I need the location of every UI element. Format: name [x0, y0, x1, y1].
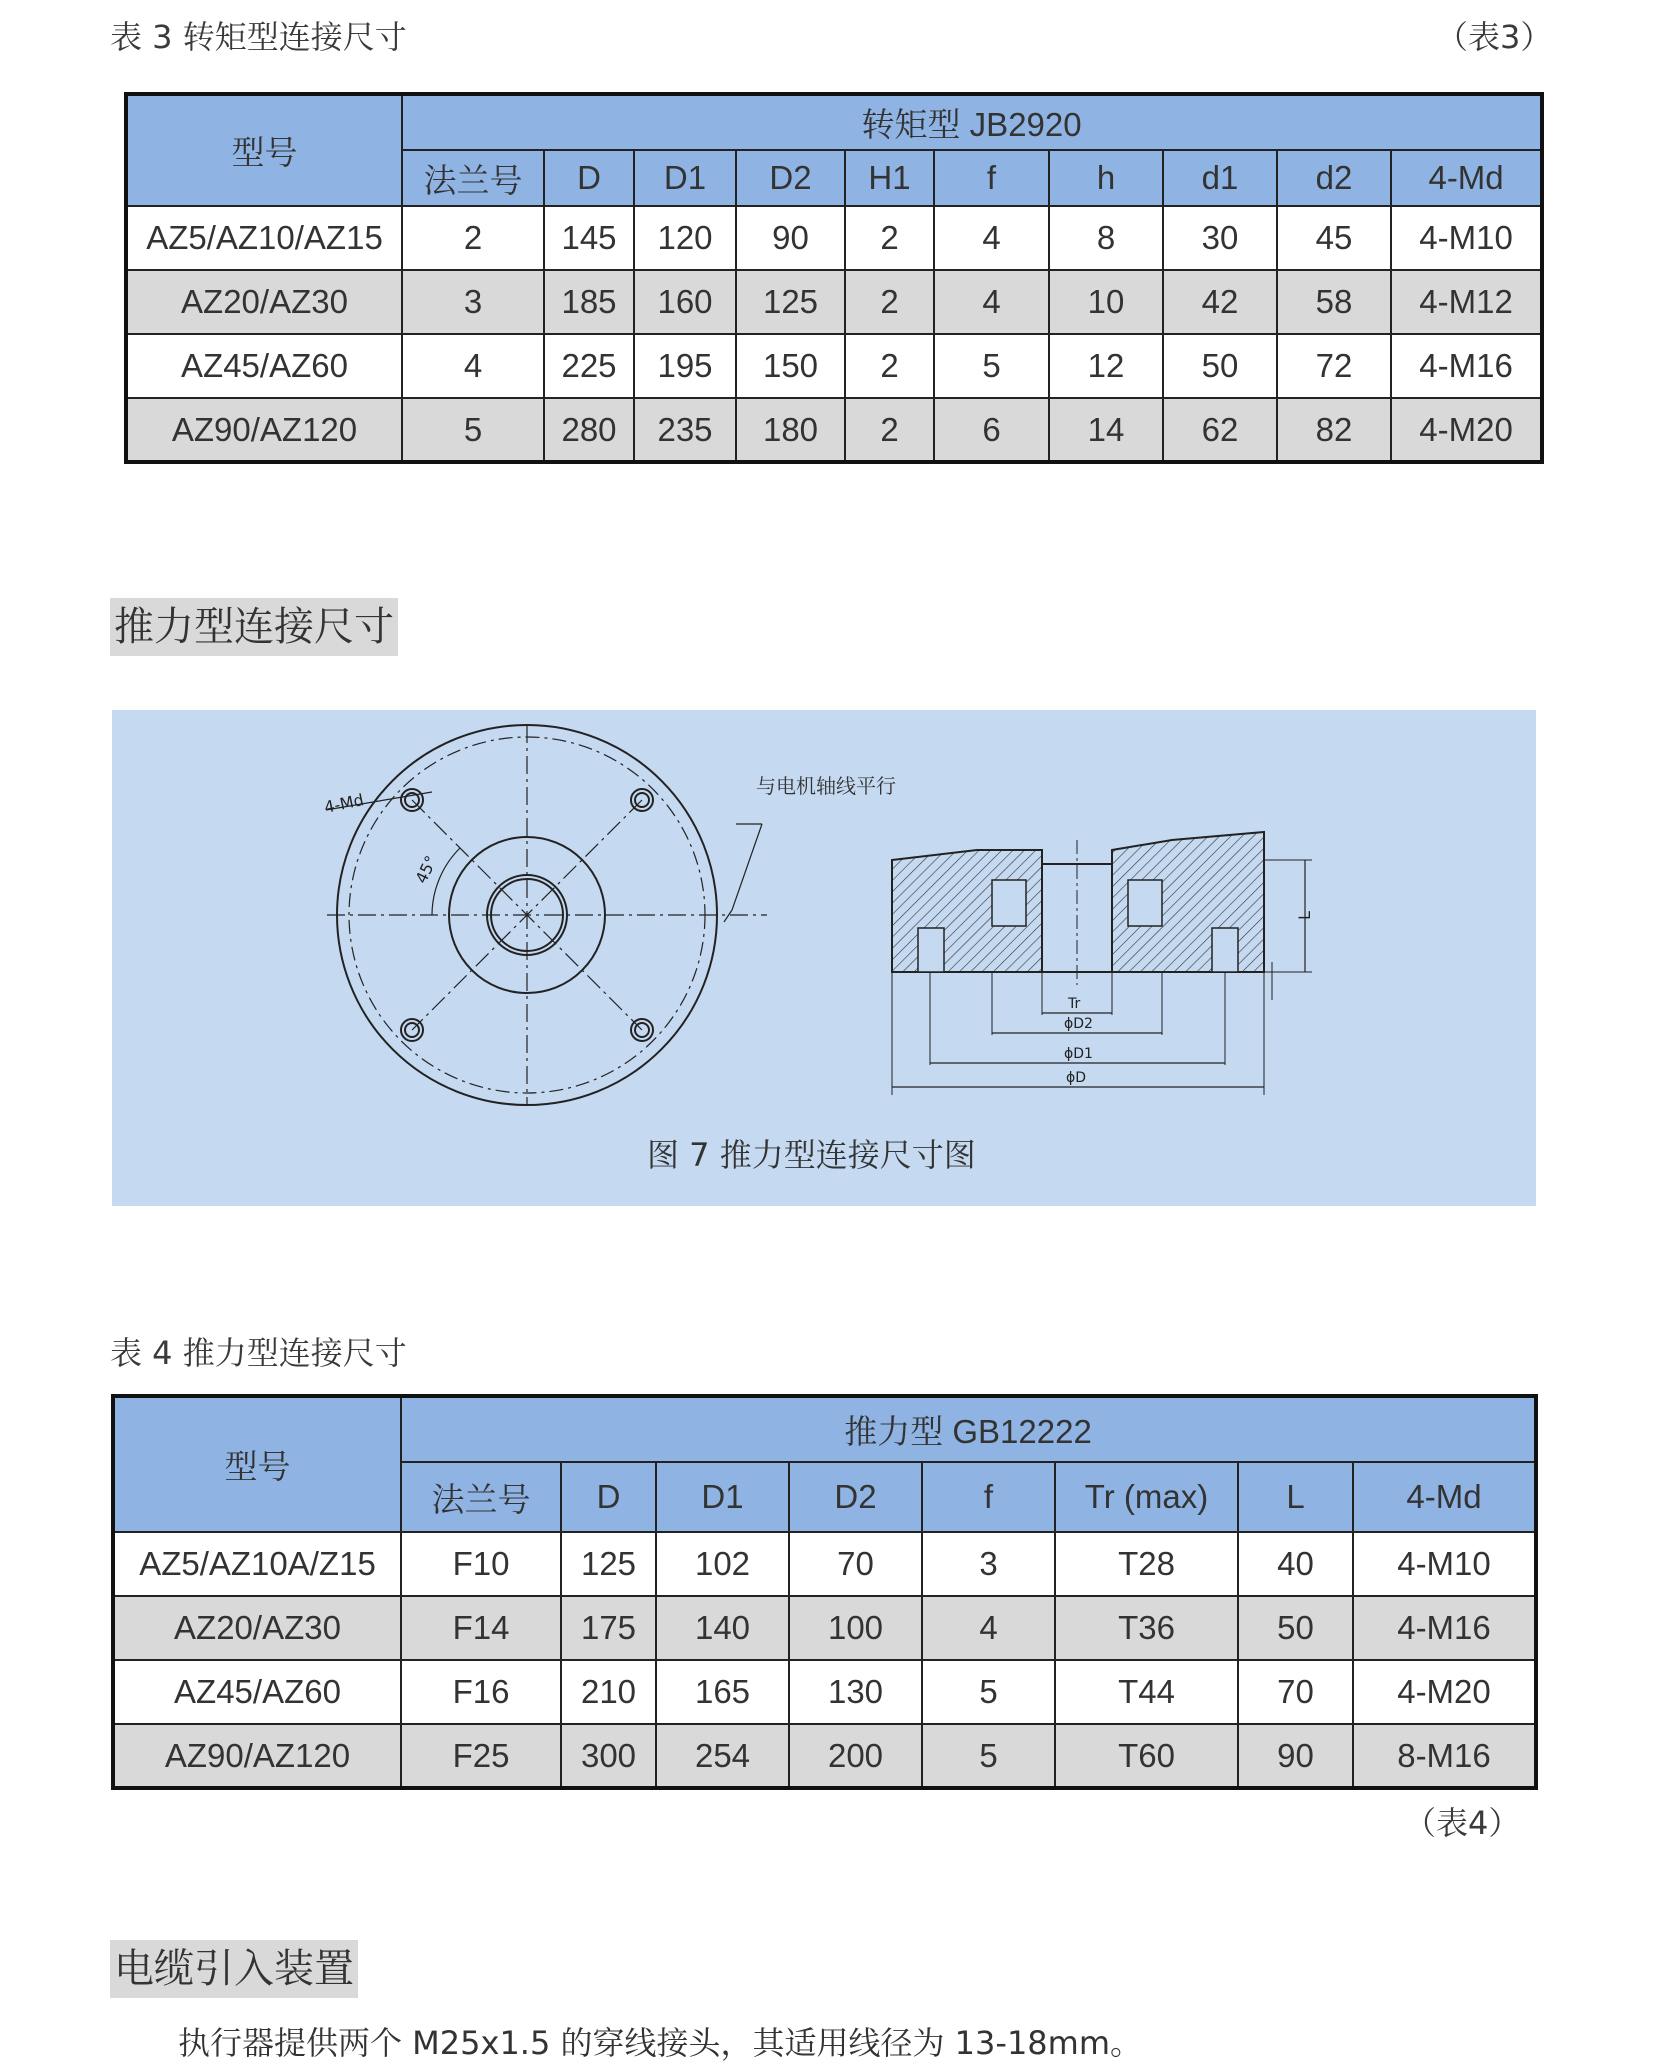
- table4-cell: F25: [401, 1724, 561, 1788]
- table3-cell: AZ5/AZ10/AZ15: [126, 206, 402, 270]
- table4-cell: 102: [656, 1532, 789, 1596]
- table4-cell: 5: [922, 1660, 1055, 1724]
- table3-cell: 4: [402, 334, 544, 398]
- table4-col-header: 4-Md: [1353, 1462, 1536, 1532]
- figure7-label-d: ϕD: [1066, 1070, 1087, 1086]
- table4-caption: 表 4 推力型连接尺寸: [110, 1334, 407, 1372]
- table4-cell: T36: [1055, 1596, 1238, 1660]
- table3-cell: AZ90/AZ120: [126, 398, 402, 462]
- table3-col-header: D1: [634, 150, 736, 206]
- table4-cell: 50: [1238, 1596, 1353, 1660]
- table3-col-header: h: [1049, 150, 1163, 206]
- section-heading-thrust: 推力型连接尺寸: [110, 598, 398, 656]
- table3-cell: 62: [1163, 398, 1277, 462]
- table3-group-header: 转矩型 JB2920: [402, 94, 1542, 150]
- table3-tag: （表3）: [1436, 18, 1553, 56]
- table3-cell: 150: [736, 334, 845, 398]
- table4-cell: T60: [1055, 1724, 1238, 1788]
- table3-cell: AZ45/AZ60: [126, 334, 402, 398]
- table3-cell: 2: [845, 398, 934, 462]
- table3-cell: 4-M16: [1391, 334, 1542, 398]
- table4-col-header: D: [561, 1462, 656, 1532]
- table4-cell: AZ5/AZ10A/Z15: [113, 1532, 401, 1596]
- table4-col-header: D2: [789, 1462, 922, 1532]
- table3-caption: 表 3 转矩型连接尺寸: [110, 18, 407, 56]
- table3-cell: 72: [1277, 334, 1391, 398]
- table3-cell: 3: [402, 270, 544, 334]
- table3-cell: 82: [1277, 398, 1391, 462]
- table3-cell: 160: [634, 270, 736, 334]
- table3-cell: 125: [736, 270, 845, 334]
- table4-cell: T28: [1055, 1532, 1238, 1596]
- table-row: [113, 1660, 1536, 1724]
- table3-cell: 90: [736, 206, 845, 270]
- table3-col-header: f: [934, 150, 1049, 206]
- table3-cell: 195: [634, 334, 736, 398]
- table4-cell: 4-M20: [1353, 1660, 1536, 1724]
- table4-cell: AZ45/AZ60: [113, 1660, 401, 1724]
- table4-cell: F10: [401, 1532, 561, 1596]
- table4-cell: 300: [561, 1724, 656, 1788]
- table3-cell: 12: [1049, 334, 1163, 398]
- table4-cell: F16: [401, 1660, 561, 1724]
- table3-col-header: H1: [845, 150, 934, 206]
- figure7-label-angle: 45°: [411, 852, 441, 887]
- table3-cell: 2: [845, 270, 934, 334]
- table3-cell: 6: [934, 398, 1049, 462]
- table3-cell: 145: [544, 206, 634, 270]
- table3-cell: 8: [1049, 206, 1163, 270]
- table4-model-header: 型号: [113, 1396, 401, 1532]
- table4-cell: 90: [1238, 1724, 1353, 1788]
- flange-section-view: [892, 832, 1312, 1095]
- cable-description: 执行器提供两个 M25x1.5 的穿线接头，其适用线径为 13-18mm。: [178, 2024, 1143, 2062]
- table3-cell: 5: [402, 398, 544, 462]
- table4-cell: AZ20/AZ30: [113, 1596, 401, 1660]
- table4-cell: 254: [656, 1724, 789, 1788]
- table3-cell: 30: [1163, 206, 1277, 270]
- table4-cell: 175: [561, 1596, 656, 1660]
- table4-col-header: L: [1238, 1462, 1353, 1532]
- table3-col-header: D2: [736, 150, 845, 206]
- table3: [124, 92, 1544, 464]
- table4-cell: 4-M16: [1353, 1596, 1536, 1660]
- table3-cell: 120: [634, 206, 736, 270]
- table3-cell: 4: [934, 270, 1049, 334]
- table4-cell: 4: [922, 1596, 1055, 1660]
- table3-cell: 180: [736, 398, 845, 462]
- table3-cell: 235: [634, 398, 736, 462]
- table4-cell: 200: [789, 1724, 922, 1788]
- table4-col-header: D1: [656, 1462, 789, 1532]
- table3-cell: 185: [544, 270, 634, 334]
- table3-cell: 58: [1277, 270, 1391, 334]
- table3-cell: 14: [1049, 398, 1163, 462]
- table4-cell: 4-M10: [1353, 1532, 1536, 1596]
- section-heading-cable: 电缆引入装置: [110, 1940, 358, 1998]
- table3-cell: 50: [1163, 334, 1277, 398]
- table3-col-header: d1: [1163, 150, 1277, 206]
- table3-model-header: 型号: [126, 94, 402, 206]
- table3-cell: 4: [934, 206, 1049, 270]
- table3-cell: 2: [402, 206, 544, 270]
- table3-cell: AZ20/AZ30: [126, 270, 402, 334]
- table-row: [126, 334, 1542, 398]
- table4-cell: 3: [922, 1532, 1055, 1596]
- table3-col-header: D: [544, 150, 634, 206]
- table-row: [126, 206, 1542, 270]
- table4-col-header: Tr (max): [1055, 1462, 1238, 1532]
- table3-col-header: 法兰号: [402, 150, 544, 206]
- table4-cell: 8-M16: [1353, 1724, 1536, 1788]
- figure7-label-tr: Tr: [1068, 996, 1081, 1012]
- table-row: [126, 398, 1542, 462]
- table-row: [126, 270, 1542, 334]
- table-row: [113, 1532, 1536, 1596]
- table4-cell: 70: [789, 1532, 922, 1596]
- table4-cell: 140: [656, 1596, 789, 1660]
- table3-cell: 2: [845, 206, 934, 270]
- table3-cell: 4-M20: [1391, 398, 1542, 462]
- table3-cell: 4-M12: [1391, 270, 1542, 334]
- table4-tag: （表4）: [1404, 1804, 1521, 1842]
- table4-cell: T44: [1055, 1660, 1238, 1724]
- table4-cell: 100: [789, 1596, 922, 1660]
- table4-col-header: 法兰号: [401, 1462, 561, 1532]
- table3-col-header: d2: [1277, 150, 1391, 206]
- table3-cell: 4-M10: [1391, 206, 1542, 270]
- figure7-label-l: L: [1294, 911, 1314, 920]
- figure7-caption: 图 7 推力型连接尺寸图: [647, 1136, 976, 1174]
- table3-cell: 42: [1163, 270, 1277, 334]
- table4-cell: 70: [1238, 1660, 1353, 1724]
- table4: [111, 1394, 1538, 1790]
- table4-col-header: f: [922, 1462, 1055, 1532]
- table3-cell: 5: [934, 334, 1049, 398]
- table4-cell: 125: [561, 1532, 656, 1596]
- table3-cell: 45: [1277, 206, 1391, 270]
- figure7-label-d2: ϕD2: [1064, 1016, 1093, 1032]
- figure7-box: [112, 710, 1536, 1206]
- table4-group-header: 推力型 GB12222: [401, 1396, 1536, 1462]
- table4-cell: 210: [561, 1660, 656, 1724]
- table3-cell: 280: [544, 398, 634, 462]
- table4-cell: 40: [1238, 1532, 1353, 1596]
- table3-cell: 225: [544, 334, 634, 398]
- table3-col-header: 4-Md: [1391, 150, 1542, 206]
- table4-cell: 130: [789, 1660, 922, 1724]
- table4-cell: 165: [656, 1660, 789, 1724]
- figure7-label-md: 4-Md: [322, 790, 366, 817]
- figure7-note: 与电机轴线平行: [756, 774, 896, 798]
- flange-top-view: [326, 725, 767, 1105]
- table4-cell: F14: [401, 1596, 561, 1660]
- table3-cell: 10: [1049, 270, 1163, 334]
- table4-cell: 5: [922, 1724, 1055, 1788]
- table4-cell: AZ90/AZ120: [113, 1724, 401, 1788]
- table-row: [113, 1724, 1536, 1788]
- table3-cell: 2: [845, 334, 934, 398]
- table-row: [113, 1596, 1536, 1660]
- figure7-label-d1: ϕD1: [1064, 1046, 1093, 1062]
